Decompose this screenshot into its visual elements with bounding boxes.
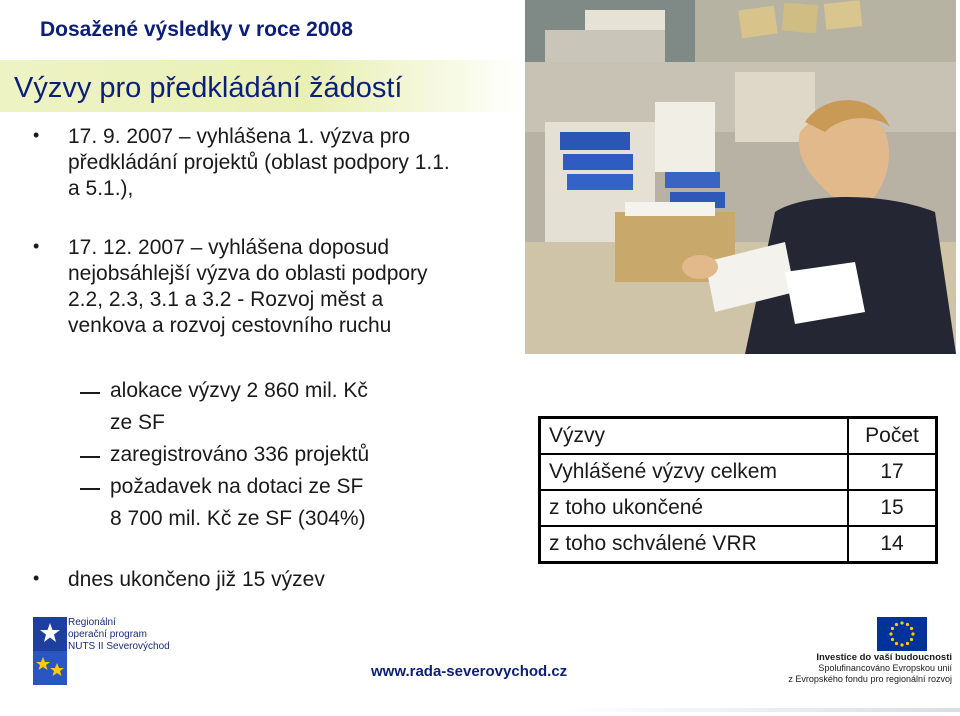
eu-text-line: Investice do vaší budoucnosti — [816, 652, 952, 663]
website-link[interactable]: www.rada-severovychod.cz — [371, 663, 568, 680]
bullet-item-3 — [68, 567, 325, 593]
rop-text-line: operační program — [68, 629, 147, 640]
eu-funding-text — [782, 652, 952, 685]
bullet-dot: • — [33, 568, 40, 588]
table-header-cell: Počet — [848, 418, 937, 455]
sub-item-allocation — [110, 375, 368, 439]
section-heading: Výzvy pro předkládání žádostí — [14, 72, 403, 104]
eu-text-line: z Evropského fondu pro regionální rozvoj — [788, 674, 952, 684]
table-cell: 14 — [848, 526, 937, 563]
bullet-text: dnes ukončeno již 15 výzev — [68, 568, 325, 591]
page-title: Dosažené výsledky v roce 2008 — [40, 18, 353, 41]
bullet-dot: • — [33, 125, 40, 145]
bullet-item-2 — [68, 235, 428, 339]
sub-item-request — [110, 471, 366, 535]
bullet-item-1 — [68, 124, 450, 202]
sub-item-registered — [110, 439, 369, 471]
sub-item-text: ze SF — [110, 411, 165, 434]
table-header-cell: Výzvy — [540, 418, 849, 455]
bottom-divider — [560, 708, 960, 712]
eu-flag-icon — [877, 617, 927, 651]
table-header-row — [540, 418, 937, 455]
table-row — [540, 490, 937, 526]
bullet-text: nejobsáhlejší výzva do oblasti podpory — [68, 262, 428, 285]
rop-logo — [33, 617, 67, 685]
sub-item-text: alokace výzvy 2 860 mil. Kč — [110, 379, 368, 402]
office-photo — [525, 62, 956, 354]
table-cell: 15 — [848, 490, 937, 526]
dash-marker — [80, 456, 100, 458]
sub-item-text: 8 700 mil. Kč ze SF (304%) — [110, 507, 366, 530]
table-row — [540, 454, 937, 490]
rop-logo-text — [68, 617, 170, 653]
sub-item-text: požadavek na dotaci ze SF — [110, 475, 364, 498]
bullet-text: 17. 12. 2007 – vyhlášena doposud — [68, 236, 390, 259]
calls-table — [538, 416, 938, 564]
bullet-text: 2.2, 2.3, 3.1 a 3.2 - Rozvoj měst a — [68, 288, 384, 311]
table-cell: 17 — [848, 454, 937, 490]
bullet-dot: • — [33, 236, 40, 256]
dash-marker — [80, 392, 100, 394]
sub-item-text: zaregistrováno 336 projektů — [110, 443, 370, 466]
bullet-text: 17. 9. 2007 – vyhlášena 1. výzva pro — [68, 125, 411, 148]
table-cell: z toho ukončené — [540, 490, 849, 526]
table-cell: Vyhlášené výzvy celkem — [540, 454, 849, 490]
eu-text-line: Spolufinancováno Evropskou unií — [818, 663, 952, 673]
dash-marker — [80, 488, 100, 490]
bullet-text: předkládání projektů (oblast podpory 1.1. — [68, 151, 450, 174]
table-cell: z toho schválené VRR — [540, 526, 849, 563]
rop-text-line: NUTS II Severovýchod — [68, 641, 170, 652]
bullet-text: venkova a rozvoj cestovního ruchu — [68, 314, 392, 337]
header-photo — [525, 0, 956, 62]
rop-text-line: Regionální — [68, 617, 116, 628]
table-row — [540, 526, 937, 563]
bullet-text: a 5.1.), — [68, 177, 134, 200]
